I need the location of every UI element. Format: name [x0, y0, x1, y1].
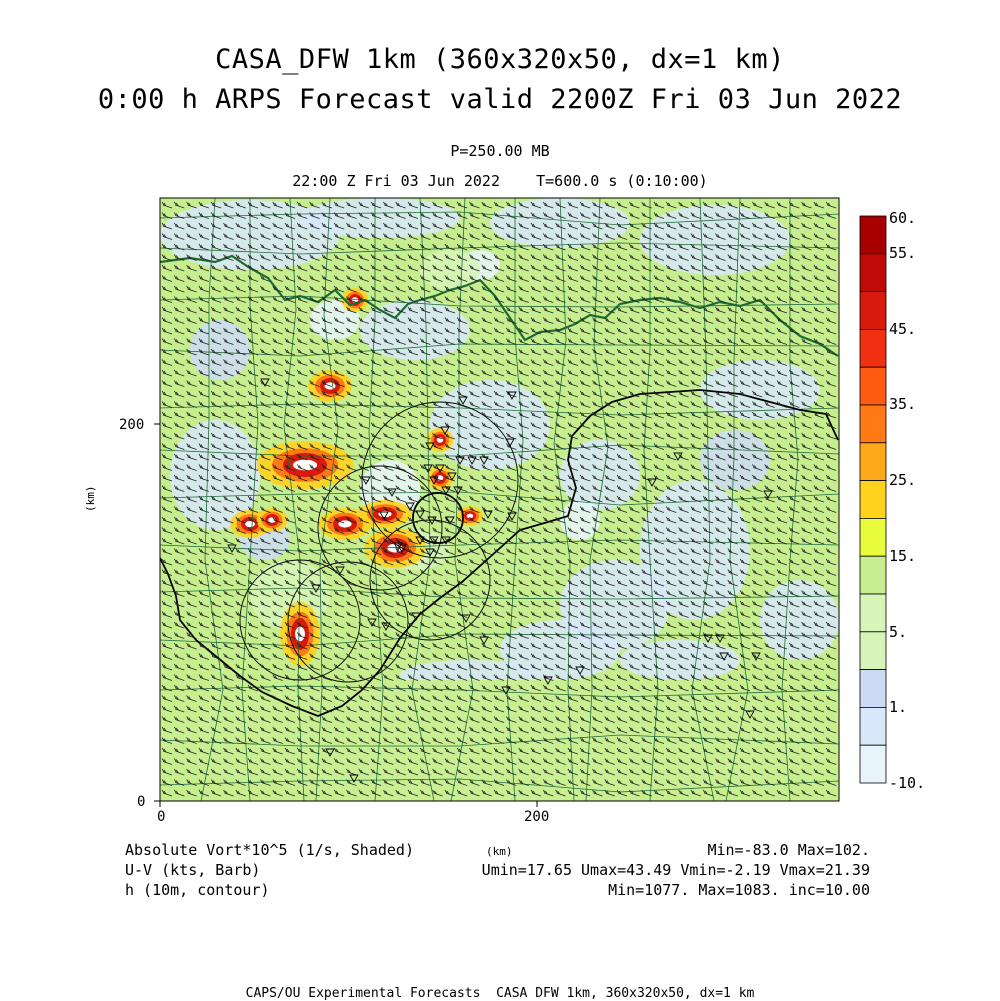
chart-title: CASA_DFW 1km (360x320x50, dx=1 km) — [215, 44, 785, 75]
valid-time-label: 22:00 Z Fri 03 Jun 2022 T=600.0 s (0:10:00) — [292, 172, 708, 190]
legend-field-contour: h (10m, contour) — [125, 881, 270, 899]
cb-label-60: 60. — [889, 209, 917, 227]
stats-wind: Umin=17.65 Umax=43.49 Vmin=-2.19 Vmax=21.39 — [481, 861, 870, 879]
colorbar-swatch — [860, 254, 886, 292]
cb-label-5: 5. — [889, 623, 908, 641]
x-axis-label: (km) — [486, 845, 513, 858]
cb-label-55: 55. — [889, 244, 917, 262]
y-axis-label: (km) — [84, 485, 97, 512]
y-tick-label-200: 200 — [119, 417, 145, 433]
legend-field-shaded: Absolute Vort*10^5 (1/s, Shaded) — [125, 841, 414, 859]
colorbar-swatch — [860, 329, 886, 367]
colorbar-swatch — [860, 216, 886, 254]
cb-label-45: 45. — [889, 320, 917, 338]
y-tick-label-0: 0 — [137, 794, 146, 810]
stats-height: Min=1077. Max=1083. inc=10.00 — [608, 881, 870, 899]
vorticity-region — [640, 205, 790, 275]
colorbar-swatch — [860, 481, 886, 519]
colorbar-swatch — [860, 518, 886, 556]
cb-label-25: 25. — [889, 471, 917, 489]
cb-label-35: 35. — [889, 395, 917, 413]
colorbar-swatch — [860, 292, 886, 330]
colorbar-swatch — [860, 632, 886, 670]
colorbar-swatch — [860, 556, 886, 594]
colorbar-swatch — [860, 367, 886, 405]
x-tick-label-200: 200 — [524, 809, 550, 825]
colorbar-swatch — [860, 745, 886, 783]
cb-label-15: 15. — [889, 547, 917, 565]
colorbar-swatch — [860, 443, 886, 481]
colorbar — [860, 216, 886, 783]
vorticity-region — [700, 430, 770, 490]
stats-vorticity: Min=-83.0 Max=102. — [707, 841, 870, 859]
colorbar-labels — [889, 209, 925, 792]
cb-label-1: 1. — [889, 698, 908, 716]
vorticity-region — [360, 300, 470, 360]
map-area — [160, 198, 839, 801]
colorbar-swatch — [860, 594, 886, 632]
legend-field-barb: U-V (kts, Barb) — [125, 861, 261, 879]
colorbar-swatch — [860, 670, 886, 708]
chart-subtitle: 0:00 h ARPS Forecast valid 2200Z Fri 03 Jun 2022 — [97, 84, 903, 115]
colorbar-swatch — [860, 405, 886, 443]
pressure-level-label: P=250.00 MB — [450, 142, 550, 160]
cb-label-minus10: -10. — [889, 774, 926, 792]
footer-credit: CAPS/OU Experimental Forecasts CASA DFW 1km, 360x320x50, dx=1 km — [245, 986, 755, 1001]
x-tick-label-0: 0 — [157, 809, 166, 825]
colorbar-swatch — [860, 707, 886, 745]
vorticity-region — [190, 320, 250, 380]
